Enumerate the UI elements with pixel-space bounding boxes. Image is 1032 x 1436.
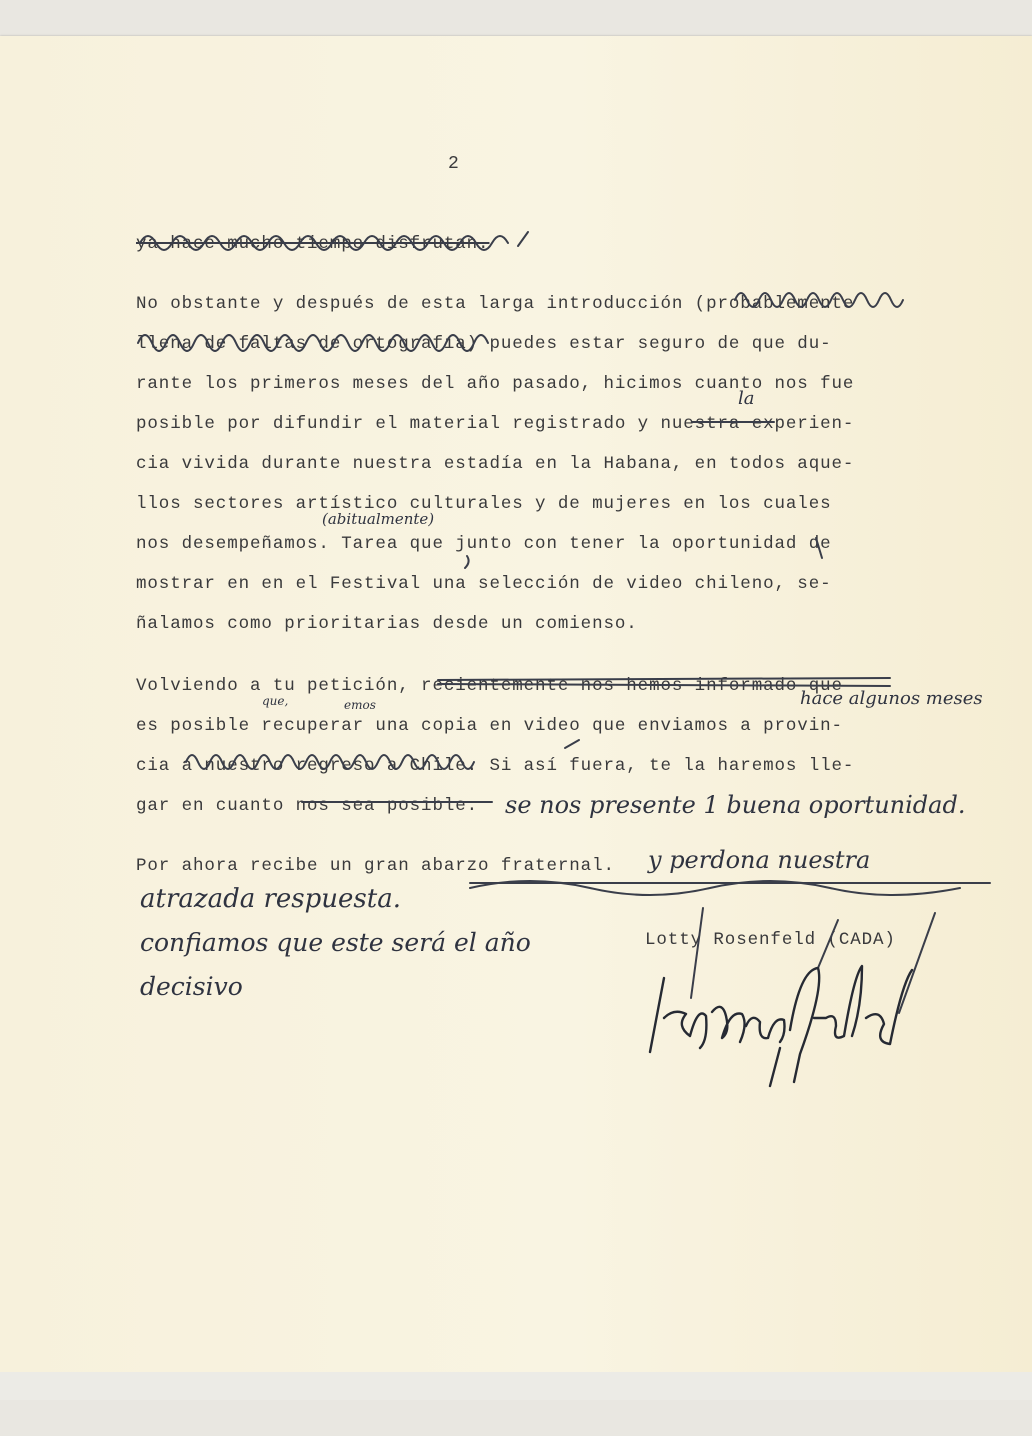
typed-line-1: ya hace mucho tiempo disfrutan.: [136, 234, 490, 254]
typed-line-2: No obstante y después de esta larga introducción (probablemente: [136, 294, 855, 314]
typed-line-10: ñalamos como prioritarias desde un comienso.: [136, 614, 638, 634]
handwritten-note-confiamos-2: decisivo: [140, 972, 243, 1001]
typed-signature-name: Lotty Rosenfeld (CADA): [645, 930, 896, 950]
scan-border: [0, 1372, 1032, 1400]
typed-line-14: gar en cuanto nos sea posible.: [136, 796, 479, 816]
handwritten-note-emos: emos: [344, 698, 376, 712]
typed-line-3: llena de faltas de ortografía) puedes estar seguro de que du-: [136, 334, 832, 354]
typed-line-11: Volviendo a tu petición, recientemente nos hemos informado que: [136, 676, 843, 696]
typed-line-13: cia a nuestro regreso a Chile. Si así fuera, te la haremos lle-: [136, 756, 855, 776]
typed-line-12: es posible recuperar una copia en video que enviamos a provin-: [136, 716, 843, 736]
typed-line-9: mostrar en en el Festival una selección de video chileno, se-: [136, 574, 832, 594]
typed-line-15: Por ahora recibe un gran abarzo fraternal.: [136, 856, 615, 876]
page-number: 2: [448, 154, 459, 174]
handwritten-note-que: que,: [262, 694, 289, 708]
handwritten-note-la: la: [738, 388, 755, 409]
typed-line-7: llos sectores artístico culturales y de mujeres en los cuales: [136, 494, 832, 514]
letter-page: [0, 36, 1032, 1372]
handwritten-note-perdona-1: y perdona nuestra: [648, 846, 871, 874]
handwritten-note-perdona-2: atrazada respuesta.: [140, 884, 401, 914]
typed-line-8: nos desempeñamos. Tarea que junto con tener la oportunidad de: [136, 534, 832, 554]
typed-line-6: cia vivida durante nuestra estadía en la Habana, en todos aque-: [136, 454, 855, 474]
handwritten-note-confiamos-1: confiamos que este será el año: [140, 928, 531, 957]
handwritten-note-habitualmente: (abitualmente): [322, 510, 435, 528]
handwritten-note-hace-meses: hace algunos meses: [800, 688, 983, 709]
handwritten-note-se-presente: se nos presente 1 buena oportunidad.: [505, 791, 966, 819]
typed-line-5: posible por difundir el material registrado y nuestra experien-: [136, 414, 855, 434]
typed-line-4: rante los primeros meses del año pasado, hicimos cuanto nos fue: [136, 374, 855, 394]
